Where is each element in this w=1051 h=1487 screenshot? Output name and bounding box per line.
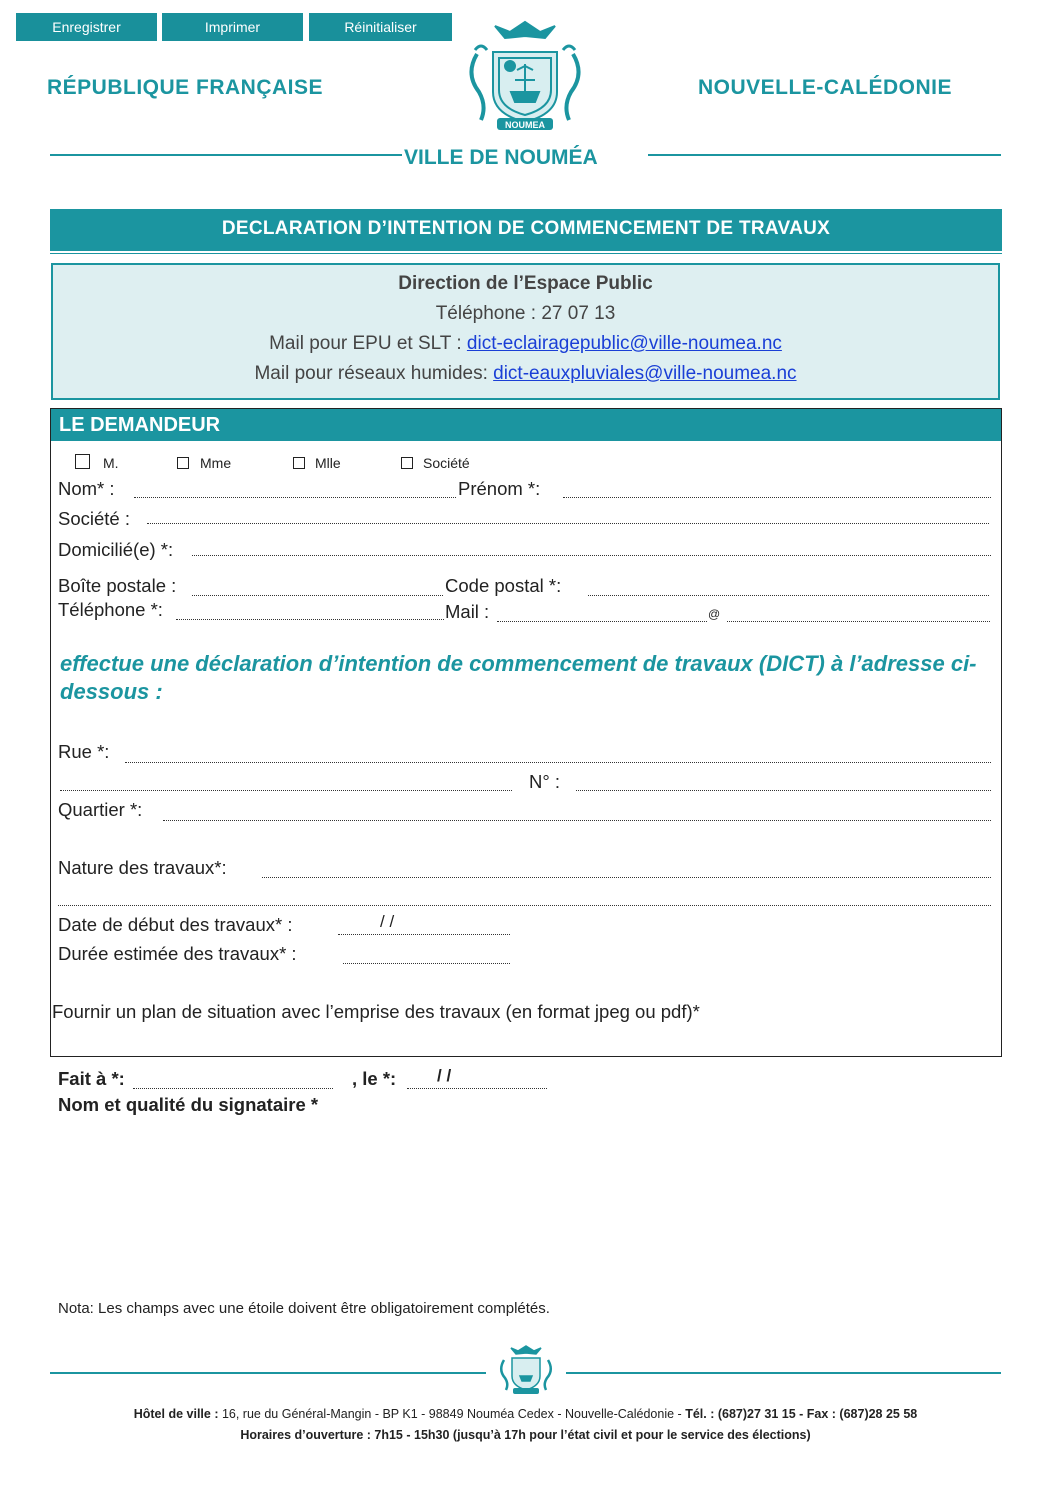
header-rule-right bbox=[648, 154, 1001, 156]
mail-user-field[interactable] bbox=[497, 621, 707, 622]
duree-field[interactable] bbox=[343, 963, 510, 964]
mail-epu-line bbox=[53, 329, 998, 359]
nature-field-line2[interactable] bbox=[58, 905, 991, 906]
dict-statement: effectue une déclaration d’intention de commencement de travaux (DICT) à l’adresse ci-dessous : bbox=[60, 651, 977, 704]
bp-field[interactable] bbox=[192, 595, 443, 596]
checkbox-mlle[interactable] bbox=[293, 457, 305, 469]
date-debut-field[interactable] bbox=[338, 934, 510, 935]
mail-domain-field[interactable] bbox=[727, 621, 990, 622]
nature-field[interactable] bbox=[262, 877, 991, 878]
footer-contacts: Tél. : (687)27 31 15 - Fax : (687)28 25 58 bbox=[685, 1407, 918, 1421]
checkbox-mme[interactable] bbox=[177, 457, 189, 469]
plan-situation-note: Fournir un plan de situation avec l’emprise des travaux (en format jpeg ou pdf)* bbox=[52, 1001, 700, 1022]
signature-date-field[interactable] bbox=[407, 1088, 547, 1089]
mail-epu-label: Mail pour EPU et SLT : bbox=[269, 333, 467, 354]
contact-info-box bbox=[51, 263, 1000, 400]
bp-label: Boîte postale : bbox=[58, 575, 177, 596]
footer-address-label: Hôtel de ville : bbox=[133, 1407, 219, 1421]
rue-label: Rue *: bbox=[58, 741, 110, 762]
footer-hours: Horaires d’ouverture : 7h15 - 15h30 (jusqu’à 17h pour l’état civil et pour le service des élections) bbox=[240, 1428, 811, 1442]
mail-epu-link[interactable]: dict-eclairagepublic@ville-noumea.nc bbox=[466, 333, 782, 354]
mail-reseaux-link[interactable]: dict-eauxpluviales@ville-noumea.nc bbox=[493, 363, 797, 384]
direction-label: Direction de l’Espace Public bbox=[398, 273, 653, 294]
civility-m-label: M. bbox=[103, 455, 119, 471]
civility-mlle-label: Mlle bbox=[315, 455, 341, 471]
domicile-label: Domicilié(e) *: bbox=[58, 539, 174, 560]
checkbox-m[interactable] bbox=[75, 454, 90, 469]
footer-address bbox=[0, 1407, 1051, 1421]
societe-field[interactable] bbox=[147, 523, 989, 524]
societe-label: Société : bbox=[58, 508, 130, 529]
date-debut-label: Date de début des travaux* : bbox=[58, 914, 293, 935]
reset-button[interactable]: Réinitialiser bbox=[309, 13, 452, 41]
nom-field[interactable] bbox=[134, 497, 456, 498]
signature-date-separators: / / bbox=[437, 1066, 452, 1085]
nom-label: Nom* : bbox=[58, 478, 115, 499]
cp-field[interactable] bbox=[588, 595, 989, 596]
fait-a-field[interactable] bbox=[133, 1088, 333, 1089]
logo-text: NOUMEA bbox=[505, 120, 545, 130]
noumea-coat-of-arms-logo bbox=[455, 14, 595, 134]
quartier-field[interactable] bbox=[163, 820, 991, 821]
rue-field-line2[interactable] bbox=[60, 790, 512, 791]
civility-societe-label: Société bbox=[423, 455, 470, 471]
demandeur-section-title: LE DEMANDEUR bbox=[51, 409, 1001, 441]
phone-label: Téléphone : 27 07 13 bbox=[435, 303, 616, 324]
numero-label: N° : bbox=[529, 771, 561, 792]
ville-de-noumea-label: VILLE DE NOUMÉA bbox=[404, 146, 598, 169]
prenom-field[interactable] bbox=[563, 497, 991, 498]
nouvelle-caledonie-label: NOUVELLE-CALÉDONIE bbox=[698, 76, 953, 99]
civility-mme-label: Mme bbox=[200, 455, 232, 471]
banner-underline bbox=[50, 253, 1002, 254]
date-debut-separators: / / bbox=[380, 912, 395, 931]
footer-rule-left bbox=[50, 1372, 486, 1374]
republique-francaise-label: RÉPUBLIQUE FRANÇAISE bbox=[47, 76, 324, 99]
telephone-field[interactable] bbox=[176, 619, 444, 620]
quartier-label: Quartier *: bbox=[58, 799, 143, 820]
mail-label: Mail : bbox=[445, 601, 490, 622]
at-sign: @ bbox=[708, 607, 721, 621]
save-button[interactable]: Enregistrer bbox=[16, 13, 157, 41]
nota-text: Nota: Les champs avec une étoile doivent être obligatoirement complétés. bbox=[58, 1300, 550, 1317]
header-rule-left bbox=[50, 154, 402, 156]
prenom-label: Prénom *: bbox=[458, 478, 541, 499]
print-button[interactable]: Imprimer bbox=[162, 13, 303, 41]
footer-rule-right bbox=[566, 1372, 1001, 1374]
numero-field[interactable] bbox=[576, 790, 991, 791]
rue-field[interactable] bbox=[125, 762, 991, 763]
nature-label: Nature des travaux*: bbox=[58, 857, 227, 878]
form-title-banner: DECLARATION D’INTENTION DE COMMENCEMENT DE TRAVAUX bbox=[50, 209, 1002, 251]
mail-reseaux-label: Mail pour réseaux humides: bbox=[254, 363, 494, 384]
domicile-field[interactable] bbox=[192, 555, 991, 556]
telephone-label: Téléphone *: bbox=[58, 599, 163, 620]
fait-a-label: Fait à *: bbox=[58, 1068, 125, 1089]
footer-coat-of-arms-logo bbox=[494, 1342, 558, 1396]
mail-reseaux-line bbox=[53, 359, 998, 389]
duree-label: Durée estimée des travaux* : bbox=[58, 943, 297, 964]
footer-address-text: 16, rue du Général-Mangin - BP K1 - 98849 Nouméa Cedex - Nouvelle-Calédonie - bbox=[218, 1407, 686, 1421]
cp-label: Code postal *: bbox=[445, 575, 562, 596]
signataire-label: Nom et qualité du signataire * bbox=[58, 1094, 319, 1115]
le-label: , le *: bbox=[352, 1068, 397, 1089]
checkbox-societe[interactable] bbox=[401, 457, 413, 469]
